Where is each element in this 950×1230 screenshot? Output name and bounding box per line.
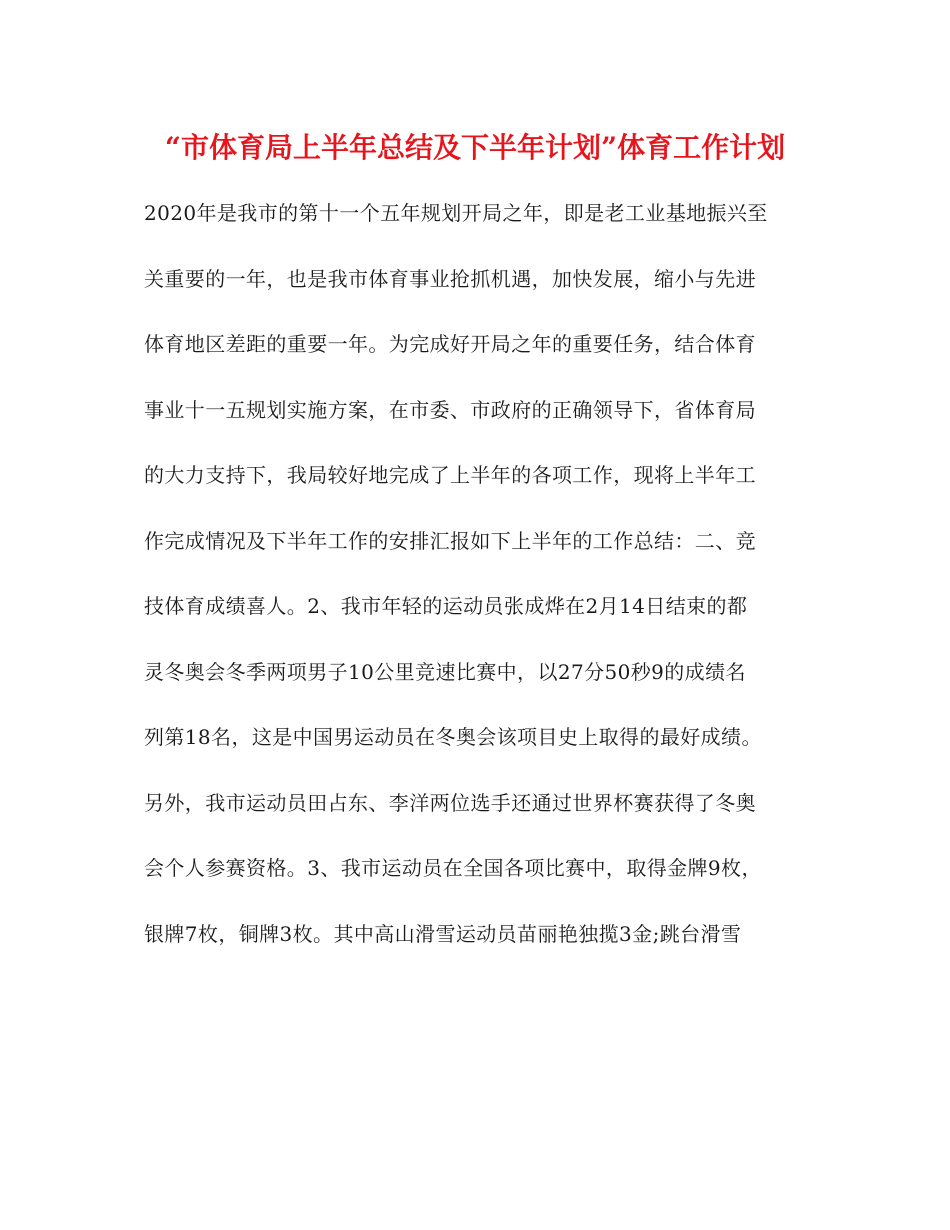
body-line: 会个人参赛资格。3、我市运动员在全国各项比赛中，取得金牌9枚，	[144, 856, 762, 880]
body-line: 列第18名，这是中国男运动员在冬奥会该项目史上取得的最好成绩。	[144, 725, 762, 749]
body-line: 的大力支持下，我局较好地完成了上半年的各项工作，现将上半年工	[144, 463, 756, 487]
body-line: 银牌7枚，铜牌3枚。其中高山滑雪运动员苗丽艳独揽3金;跳台滑雪	[144, 921, 742, 946]
body-line: 2020年是我市的第十一个五年规划开局之年，即是老工业基地振兴至	[144, 201, 768, 225]
document-title: “市体育局上半年总结及下半年计划”体育工作计划	[164, 131, 786, 164]
body-line: 灵冬奥会冬季两项男子10公里竞速比赛中，以27分50秒9的成绩名	[144, 659, 746, 684]
body-line: 体育地区差距的重要一年。为完成好开局之年的重要任务，结合体育	[144, 332, 756, 356]
body-line: 作完成情况及下半年工作的安排汇报如下上半年的工作总结：二、竞	[144, 528, 756, 553]
body-line: 关重要的一年，也是我市体育事业抢抓机遇，加快发展，缩小与先进	[144, 266, 756, 291]
body-line: 技体育成绩喜人。2、我市年轻的运动员张成烨在2月14日结束的都	[144, 594, 748, 618]
body-line: 事业十一五规划实施方案，在市委、市政府的正确领导下，省体育局	[144, 397, 756, 422]
document-body	[144, 187, 804, 973]
body-line: 另外，我市运动员田占东、李洋两位选手还通过世界杯赛获得了冬奥	[144, 790, 756, 815]
